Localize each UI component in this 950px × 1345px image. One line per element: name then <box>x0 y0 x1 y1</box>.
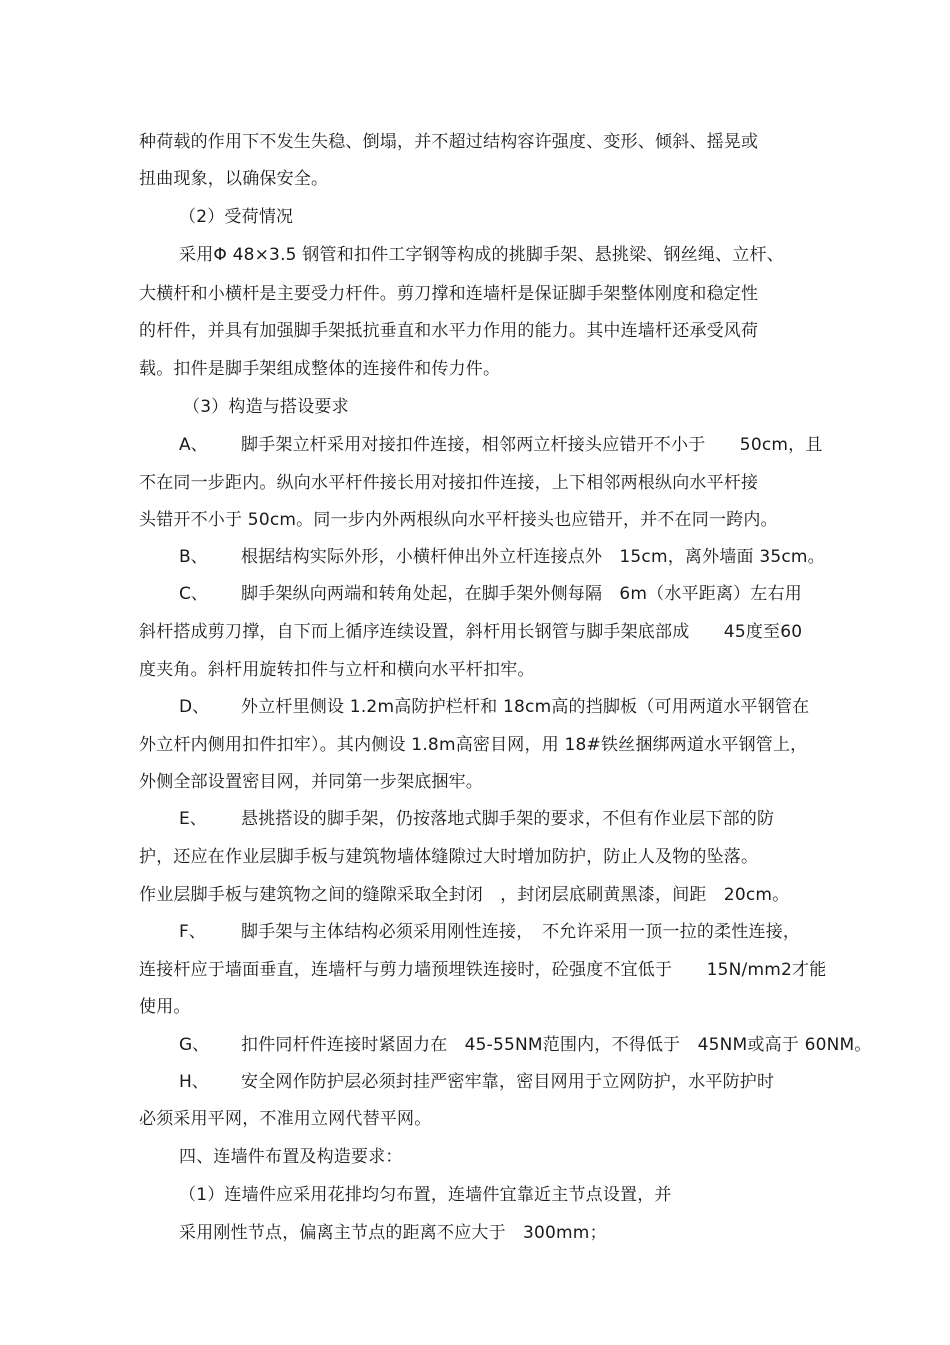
paragraph-line: 护，还应在作业层脚手板与建筑物墙体缝隙过大时增加防护，防止人及物的坠落。 <box>139 847 759 867</box>
paragraph-line: 外立杆里侧设 1.2m高防护栏杆和 18cm高的挡脚板（可用两道水平钢管在 <box>241 697 810 717</box>
section-heading: （2）受荷情况 <box>179 207 294 227</box>
paragraph-line: 外立杆内侧用扣件扣牢）。其内侧设 1.8m高密目网，用 18#铁丝捆绑两道水平钢管上， <box>139 735 808 755</box>
paragraph-line: 悬挑搭设的脚手架，仍按落地式脚手架的要求，不但有作业层下部的防 <box>241 809 775 829</box>
paragraph-line: 必须采用平网，不准用立网代替平网。 <box>139 1109 432 1129</box>
paragraph-line: 扣件同杆件连接时紧固力在 45-55NM范围内，不得低于 45NM或高于 60NM。 <box>241 1035 872 1055</box>
paragraph-line: 根据结构实际外形，小横杆伸出外立杆连接点外 15cm，离外墙面 35cm。 <box>241 547 825 567</box>
paragraph-line: 头错开不小于 50cm。同一步内外两根纵向水平杆接头也应错开，并不在同一跨内。 <box>139 510 778 530</box>
paragraph-line: 外侧全部设置密目网，并同第一步架底捆牢。 <box>139 772 483 792</box>
paragraph-line: 扭曲现象，以确保安全。 <box>139 169 329 189</box>
item-label: A、 <box>179 435 208 455</box>
item-label: D、 <box>179 697 210 717</box>
paragraph-line: 载。扣件是脚手架组成整体的连接件和传力件。 <box>139 359 501 379</box>
paragraph-line: 斜杆搭成剪刀撑，自下而上循序连续设置，斜杆用长钢管与脚手架底部成 45度至60 <box>139 622 803 642</box>
paragraph-line: 脚手架与主体结构必须采用刚性连接， 不允许采用一顶一拉的柔性连接， <box>241 922 801 942</box>
paragraph-line: 作业层脚手板与建筑物之间的缝隙采取全封闭 ，封闭层底刷黄黑漆，间距 20cm。 <box>139 885 790 905</box>
item-label: E、 <box>179 809 207 829</box>
item-label: B、 <box>179 547 208 567</box>
paragraph-line: 种荷载的作用下不发生失稳、倒塌，并不超过结构容许强度、变形、倾斜、摇晃或 <box>139 132 759 152</box>
paragraph-line: 脚手架纵向两端和转角处起，在脚手架外侧每隔 6m（水平距离）左右用 <box>241 584 802 604</box>
paragraph-line: 的杆件，并具有加强脚手架抵抗垂直和水平力作用的能力。其中连墙杆还承受风荷 <box>139 321 759 341</box>
paragraph-line: （1）连墙件应采用花排均匀布置，连墙件宜靠近主节点设置，并 <box>179 1185 672 1205</box>
item-label: F、 <box>179 922 206 942</box>
paragraph-line: 采用刚性节点，偏离主节点的距离不应大于 300mm； <box>179 1223 607 1243</box>
item-label: H、 <box>179 1072 209 1092</box>
paragraph-line: 不在同一步距内。纵向水平杆件接长用对接扣件连接，上下相邻两根纵向水平杆接 <box>139 473 759 493</box>
paragraph-line: 度夹角。斜杆用旋转扣件与立杆和横向水平杆扣牢。 <box>139 660 535 680</box>
paragraph-line: 连接杆应于墙面垂直，连墙杆与剪力墙预埋铁连接时，砼强度不宜低于 15N/mm2才能 <box>139 960 827 980</box>
item-label: G、 <box>179 1035 210 1055</box>
item-label: C、 <box>179 584 208 604</box>
paragraph-line: 大横杆和小横杆是主要受力杆件。剪刀撑和连墙杆是保证脚手架整体刚度和稳定性 <box>139 284 759 304</box>
paragraph-line: 采用Φ 48×3.5 钢管和扣件工字钢等构成的挑脚手架、悬挑梁、钢丝绳、立杆、 <box>179 245 784 265</box>
section-heading: （3）构造与搭设要求 <box>183 397 349 417</box>
paragraph-line: 使用。 <box>139 997 191 1017</box>
paragraph-line: 脚手架立杆采用对接扣件连接，相邻两立杆接头应错开不小于 50cm，且 <box>241 435 823 455</box>
section-heading: 四、连墙件布置及构造要求： <box>179 1147 403 1167</box>
paragraph-line: 安全网作防护层必须封挂严密牢靠，密目网用于立网防护，水平防护时 <box>241 1072 775 1092</box>
